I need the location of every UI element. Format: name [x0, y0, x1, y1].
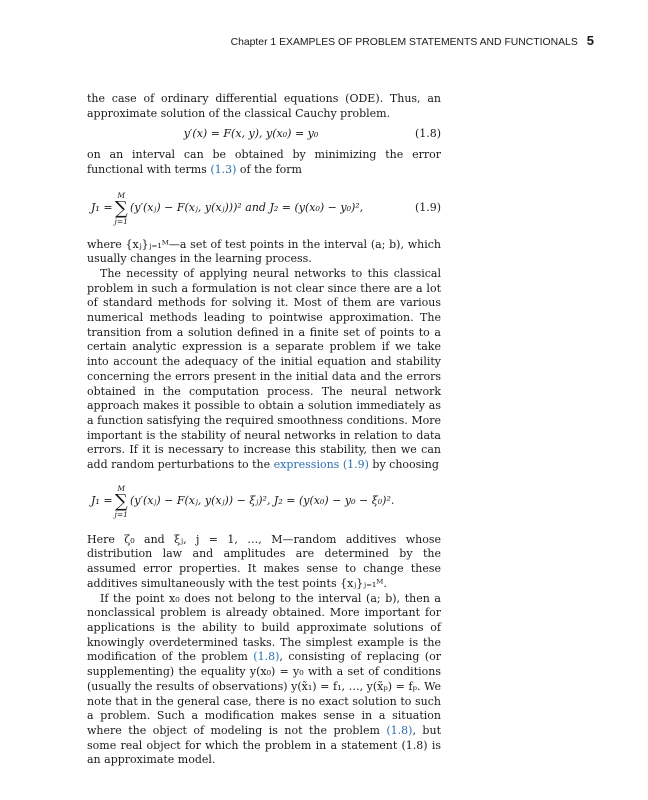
sum-symbol	[115, 192, 128, 226]
paragraph-4-text: The necessity of applying neural networks to this classical problem in such a formulation is not clear since there are a lot of standard methods for solving it. Most of them are various numerical methods leading to pointwise approximation. The transition from a solution defined in a finite set of points to a certain analytic expression is a separate problem if we take into account the adequacy of the initial equation and stability concerning the errors present in the initial data and the errors obtained in the computation process. The neural network approach makes it possible to obtain a solution immediately as a function satisfying the required smoothness conditions. More important is the stability of neural networks in relation to data errors. If it is necessary to increase this stability, then we can add random perturbations to the	[87, 266, 441, 472]
paragraph-4-tail: by choosing	[368, 458, 439, 472]
equation-1-8-tag: (1.8)	[415, 127, 442, 141]
running-head	[231, 33, 594, 48]
ref-1-9[interactable]: expressions (1.9)	[273, 458, 369, 472]
equation-1-8	[87, 127, 441, 142]
paragraph-6	[87, 592, 441, 768]
ref-1-8-b[interactable]: (1.8)	[386, 723, 413, 737]
sum-lower-limit-2: j=1	[114, 509, 128, 519]
sum-symbol-2	[115, 485, 128, 519]
paragraph-5: Here ζ₀ and ξⱼ, j = 1, …, M—random additives whose distribution law and amplitudes are determined by the assumed error properties. It makes sense to change these additives simultaneously with the test points {xⱼ}ⱼ₌₁ᴹ.	[87, 532, 441, 590]
page-number: 5	[586, 33, 594, 48]
paragraph-3: where {xⱼ}ⱼ₌₁ᴹ—a set of test points in the interval (a; b), which usually changes in the learning process.	[87, 237, 441, 266]
equation-perturbed	[87, 485, 441, 519]
equation-1-9-body	[87, 192, 415, 226]
paragraph-6-text: If the point x₀ does not belong to the interval (a; b), then a nonclassical problem is already obtained. More important for applications is the ability to build approximate solutions of knowingly overdetermined tasks. The simplest example is the modification of the problem	[87, 591, 441, 664]
equation-1-9-lhs: J₁ =	[91, 201, 113, 215]
equation-perturbed-body	[87, 485, 441, 519]
sum-upper-limit-2: M	[117, 483, 126, 493]
equation-1-8-body: y′(x) = F(x, y), y(x₀) = y₀	[183, 127, 319, 141]
equation-perturbed-rhs: (y′(xⱼ) − F(xⱼ, y(xⱼ)) − ξⱼ)², J₂ = (y(x₀) − y₀ − ξ₀)².	[129, 494, 395, 508]
sigma-icon: ∑	[114, 197, 128, 219]
sum-lower-limit: j=1	[114, 216, 128, 226]
ref-1-8-a[interactable]: (1.8)	[253, 650, 280, 664]
ref-1-3[interactable]: (1.3)	[210, 162, 237, 176]
equation-1-9-rhs: (y′(xⱼ) − F(xⱼ, y(xⱼ)))² and J₂ = (y(x₀) − y₀)²,	[129, 201, 364, 215]
paragraph-2	[87, 148, 441, 177]
paragraph-1: the case of ordinary differential equations (ODE). Thus, an approximate solution of the classical Cauchy problem.	[87, 92, 441, 120]
paragraph-2-text: on an interval can be obtained by minimizing the error functional with terms	[87, 148, 441, 176]
chapter-title: Chapter 1 EXAMPLES OF PROBLEM STATEMENTS AND FUNCTIONALS	[230, 37, 578, 48]
sum-upper-limit: M	[117, 190, 126, 200]
equation-1-9-tag: (1.9)	[415, 201, 442, 215]
equation-1-9	[87, 192, 441, 226]
paragraph-2-tail: of the form	[236, 162, 302, 176]
sigma-icon: ∑	[114, 490, 128, 512]
equation-perturbed-lhs: J₁ =	[91, 494, 113, 508]
body-text	[87, 92, 441, 768]
paragraph-6-middle: , consisting of replacing (or supplementing) the equality y(x₀) = y₀ with a set of conditions (usually the results of observations) y(x̃₁) = f₁, …, y(x̃ₚ) = fₚ. We note that in the general case, there is no exact solution to such a problem. Such a modification makes sense in a situation where the object of modeling is not the problem	[87, 650, 442, 737]
paragraph-4	[87, 267, 441, 473]
paragraph-6-tail: , but some real object for which the problem in a statement (1.8) is an approximate model.	[87, 723, 441, 767]
